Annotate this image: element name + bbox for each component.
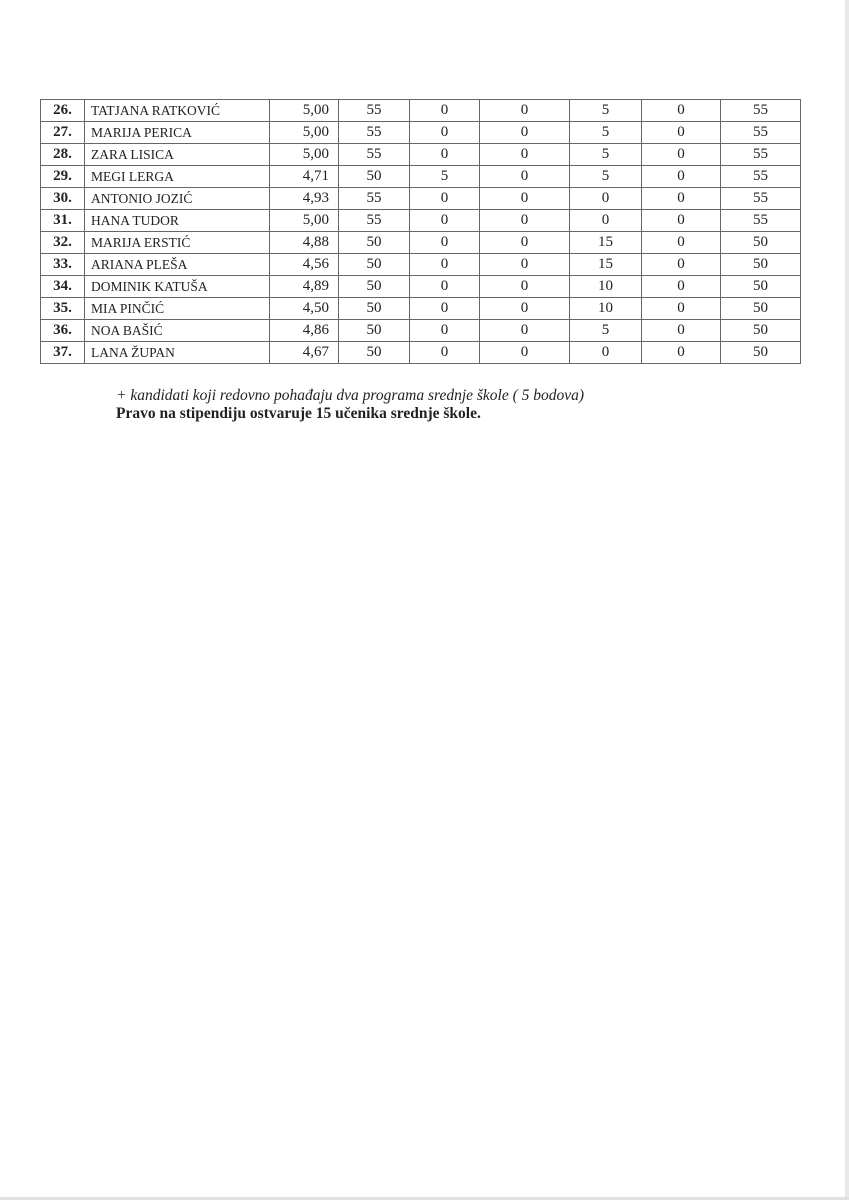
- points-cell: 15: [570, 232, 642, 254]
- rank-cell: 34.: [41, 276, 85, 298]
- table-row: [41, 254, 801, 276]
- total-cell: 55: [721, 100, 801, 122]
- points-cell: 0: [480, 254, 570, 276]
- points-cell: 50: [339, 342, 410, 364]
- points-cell: 0: [410, 144, 480, 166]
- rank-cell: 36.: [41, 320, 85, 342]
- points-cell: 0: [642, 320, 721, 342]
- name-cell: NOA BAŠIĆ: [85, 320, 270, 342]
- rank-cell: 31.: [41, 210, 85, 232]
- rank-cell: 29.: [41, 166, 85, 188]
- points-cell: 0: [642, 122, 721, 144]
- grade-cell: 4,89: [270, 276, 339, 298]
- points-cell: 5: [570, 122, 642, 144]
- points-cell: 10: [570, 276, 642, 298]
- grade-cell: 4,71: [270, 166, 339, 188]
- points-cell: 0: [410, 298, 480, 320]
- points-cell: 0: [410, 342, 480, 364]
- points-cell: 0: [410, 232, 480, 254]
- grade-cell: 5,00: [270, 144, 339, 166]
- points-cell: 0: [642, 342, 721, 364]
- name-cell: LANA ŽUPAN: [85, 342, 270, 364]
- points-cell: 0: [642, 100, 721, 122]
- points-cell: 5: [410, 166, 480, 188]
- total-cell: 50: [721, 254, 801, 276]
- grade-cell: 4,86: [270, 320, 339, 342]
- table-row: [41, 122, 801, 144]
- total-cell: 55: [721, 144, 801, 166]
- points-cell: 0: [410, 276, 480, 298]
- name-cell: HANA TUDOR: [85, 210, 270, 232]
- points-cell: 0: [480, 144, 570, 166]
- table-row: [41, 342, 801, 364]
- points-cell: 55: [339, 100, 410, 122]
- points-cell: 0: [480, 166, 570, 188]
- grade-cell: 5,00: [270, 210, 339, 232]
- total-cell: 50: [721, 320, 801, 342]
- points-cell: 0: [480, 188, 570, 210]
- name-cell: ANTONIO JOZIĆ: [85, 188, 270, 210]
- points-cell: 5: [570, 320, 642, 342]
- points-cell: 50: [339, 276, 410, 298]
- table-row: [41, 166, 801, 188]
- total-cell: 50: [721, 342, 801, 364]
- grade-cell: 4,56: [270, 254, 339, 276]
- points-cell: 0: [642, 232, 721, 254]
- points-cell: 0: [410, 100, 480, 122]
- grade-cell: 4,67: [270, 342, 339, 364]
- points-cell: 0: [642, 144, 721, 166]
- points-cell: 0: [642, 254, 721, 276]
- points-cell: 0: [642, 276, 721, 298]
- points-cell: 55: [339, 188, 410, 210]
- table-row: [41, 100, 801, 122]
- name-cell: DOMINIK KATUŠA: [85, 276, 270, 298]
- points-cell: 0: [410, 210, 480, 232]
- table-row: [41, 188, 801, 210]
- rank-cell: 32.: [41, 232, 85, 254]
- points-cell: 0: [570, 188, 642, 210]
- points-cell: 5: [570, 166, 642, 188]
- footnote-two-programs: + kandidati koji redovno pohađaju dva programa srednje škole ( 5 bodova): [116, 387, 585, 404]
- points-cell: 0: [480, 320, 570, 342]
- points-cell: 0: [410, 122, 480, 144]
- points-cell: 0: [570, 342, 642, 364]
- table-row: [41, 276, 801, 298]
- page-edge-right: [845, 0, 849, 1200]
- rank-cell: 35.: [41, 298, 85, 320]
- points-cell: 0: [570, 210, 642, 232]
- rank-cell: 37.: [41, 342, 85, 364]
- points-cell: 55: [339, 144, 410, 166]
- points-cell: 50: [339, 166, 410, 188]
- rank-cell: 27.: [41, 122, 85, 144]
- total-cell: 55: [721, 166, 801, 188]
- grade-cell: 4,93: [270, 188, 339, 210]
- name-cell: MEGI LERGA: [85, 166, 270, 188]
- table-row: [41, 210, 801, 232]
- points-cell: 0: [642, 188, 721, 210]
- points-cell: 10: [570, 298, 642, 320]
- scholarship-note: Pravo na stipendiju ostvaruje 15 učenika srednje škole.: [116, 405, 481, 422]
- name-cell: MIA PINČIĆ: [85, 298, 270, 320]
- grade-cell: 5,00: [270, 122, 339, 144]
- points-cell: 0: [480, 122, 570, 144]
- total-cell: 55: [721, 122, 801, 144]
- table-row: [41, 298, 801, 320]
- points-cell: 0: [480, 298, 570, 320]
- name-cell: MARIJA ERSTIĆ: [85, 232, 270, 254]
- points-cell: 0: [410, 254, 480, 276]
- rank-cell: 30.: [41, 188, 85, 210]
- points-cell: 0: [480, 210, 570, 232]
- points-cell: 55: [339, 210, 410, 232]
- name-cell: MARIJA PERICA: [85, 122, 270, 144]
- table-row: [41, 144, 801, 166]
- grade-cell: 4,88: [270, 232, 339, 254]
- rank-cell: 26.: [41, 100, 85, 122]
- total-cell: 50: [721, 276, 801, 298]
- points-cell: 50: [339, 298, 410, 320]
- total-cell: 50: [721, 232, 801, 254]
- points-cell: 15: [570, 254, 642, 276]
- points-cell: 55: [339, 122, 410, 144]
- points-cell: 0: [410, 188, 480, 210]
- points-cell: 50: [339, 232, 410, 254]
- points-cell: 0: [642, 298, 721, 320]
- total-cell: 55: [721, 210, 801, 232]
- total-cell: 55: [721, 188, 801, 210]
- table-row: [41, 232, 801, 254]
- points-cell: 50: [339, 254, 410, 276]
- scholarship-ranking-table: [40, 99, 801, 364]
- rank-cell: 33.: [41, 254, 85, 276]
- name-cell: ZARA LISICA: [85, 144, 270, 166]
- points-cell: 0: [642, 210, 721, 232]
- points-cell: 5: [570, 100, 642, 122]
- grade-cell: 4,50: [270, 298, 339, 320]
- grade-cell: 5,00: [270, 100, 339, 122]
- points-cell: 0: [480, 100, 570, 122]
- points-cell: 5: [570, 144, 642, 166]
- total-cell: 50: [721, 298, 801, 320]
- name-cell: ARIANA PLEŠA: [85, 254, 270, 276]
- points-cell: 50: [339, 320, 410, 342]
- points-cell: 0: [642, 166, 721, 188]
- points-cell: 0: [480, 232, 570, 254]
- rank-cell: 28.: [41, 144, 85, 166]
- points-cell: 0: [480, 276, 570, 298]
- name-cell: TATJANA RATKOVIĆ: [85, 100, 270, 122]
- table-row: [41, 320, 801, 342]
- points-cell: 0: [480, 342, 570, 364]
- points-cell: 0: [410, 320, 480, 342]
